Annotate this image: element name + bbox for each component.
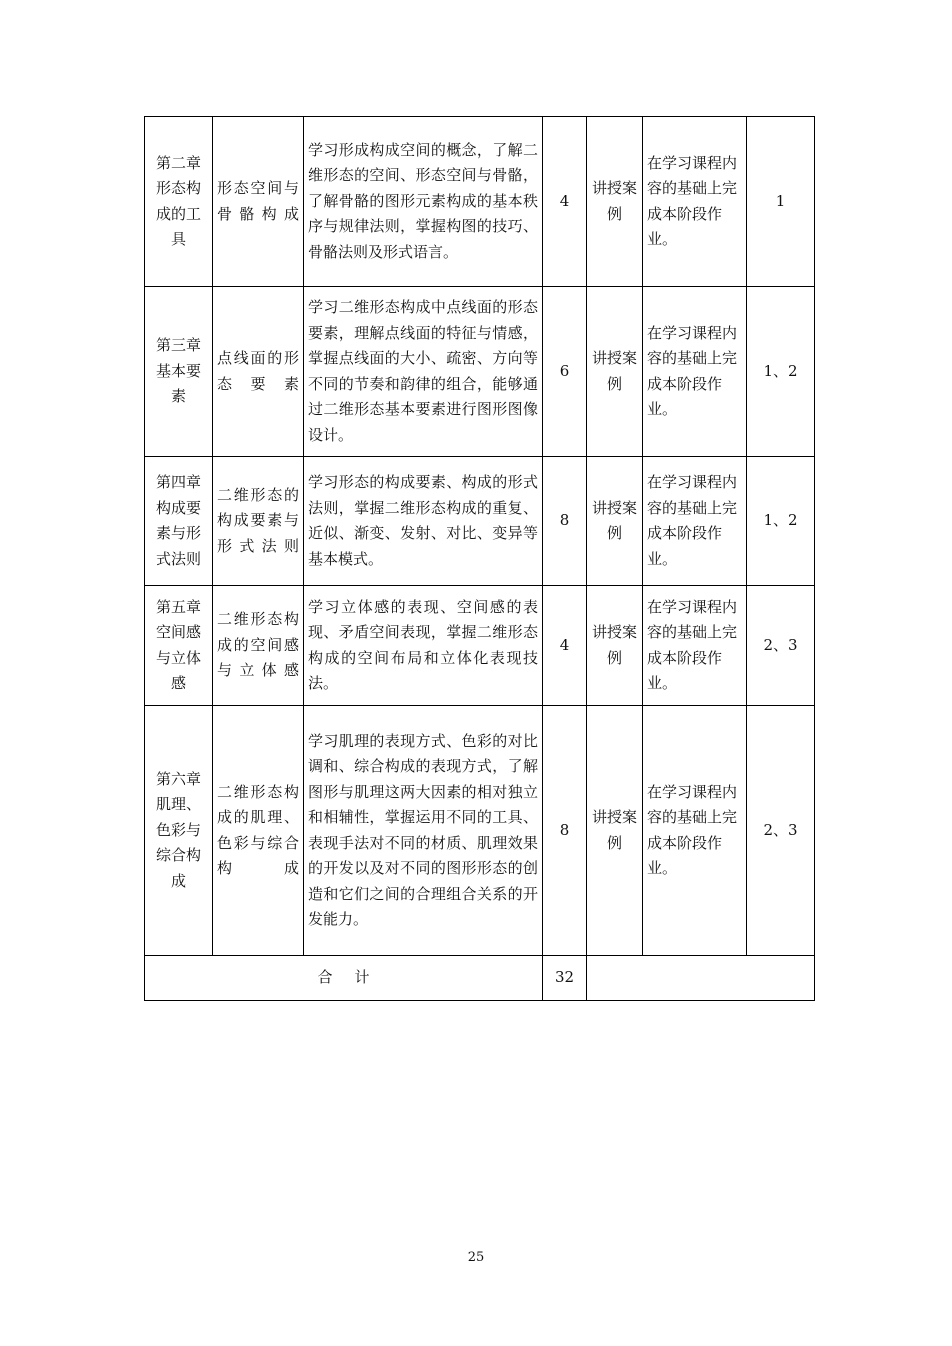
topic-text: 二维形态构成的肌理、色彩与综合构成: [217, 782, 299, 877]
task-cell: 在学习课程内容的基础上完成本阶段作业。: [643, 287, 747, 457]
topic-cell: [213, 706, 304, 956]
chapter-cell: 第五章空间感与立体感: [145, 586, 213, 706]
total-label-cell: [145, 956, 543, 1001]
topic-cell: [213, 117, 304, 287]
table-row: [145, 586, 815, 706]
task-cell: 在学习课程内容的基础上完成本阶段作业。: [643, 706, 747, 956]
total-label-right: 计: [354, 968, 370, 987]
goal-cell: 2、3: [747, 706, 815, 956]
table-row: [145, 287, 815, 457]
chapter-cell: 第二章形态构成的工具: [145, 117, 213, 287]
content-cell: 学习二维形态构成中点线面的形态要素，理解点线面的特征与情感，掌握点线面的大小、疏密、方向等不同的节奏和韵律的组合，能够通过二维形态基本要素进行图形图像设计。: [304, 287, 543, 457]
content-cell: 学习立体感的表现、空间感的表现、矛盾空间表现，掌握二维形态构成的空间布局和立体化表现技法。: [304, 586, 543, 706]
hours-cell: 4: [543, 586, 587, 706]
goal-cell: 2、3: [747, 586, 815, 706]
method-cell: 讲授案例: [587, 287, 643, 457]
topic-cell: [213, 586, 304, 706]
table-row: [145, 457, 815, 586]
topic-cell: [213, 457, 304, 586]
table-row: [145, 706, 815, 956]
content-cell: 学习肌理的表现方式、色彩的对比调和、综合构成的表现方式，了解图形与肌理这两大因素的相对独立和相辅性，掌握运用不同的工具、表现手法对不同的材质、肌理效果的开发以及对不同的图形形态的创造和它们之间的合理组合关系的开发能力。: [304, 706, 543, 956]
topic-cell: [213, 287, 304, 457]
goal-cell: 1、2: [747, 457, 815, 586]
topic-text: 形态空间与骨骼构成: [217, 179, 299, 223]
hours-cell: 6: [543, 287, 587, 457]
table-row: [145, 117, 815, 287]
total-hours-cell: 32: [543, 956, 587, 1001]
chapter-cell: 第三章基本要素: [145, 287, 213, 457]
content-cell: 学习形成构成空间的概念，了解二维形态的空间、形态空间与骨骼，了解骨骼的图形元素构成的基本秩序与规律法则，掌握构图的技巧、骨骼法则及形式语言。: [304, 117, 543, 287]
goal-cell: 1、2: [747, 287, 815, 457]
hours-cell: 8: [543, 457, 587, 586]
chapter-cell: 第四章构成要素与形式法则: [145, 457, 213, 586]
goal-cell: 1: [747, 117, 815, 287]
total-row: [145, 956, 815, 1001]
task-cell: 在学习课程内容的基础上完成本阶段作业。: [643, 117, 747, 287]
topic-text: 二维形态的构成要素与形式法则: [217, 485, 299, 555]
task-cell: 在学习课程内容的基础上完成本阶段作业。: [643, 457, 747, 586]
topic-text: 点线面的形态要素: [217, 349, 299, 393]
syllabus-table: [144, 116, 815, 1001]
method-cell: 讲授案例: [587, 117, 643, 287]
method-cell: 讲授案例: [587, 586, 643, 706]
task-cell: 在学习课程内容的基础上完成本阶段作业。: [643, 586, 747, 706]
hours-cell: 8: [543, 706, 587, 956]
hours-cell: 4: [543, 117, 587, 287]
method-cell: 讲授案例: [587, 457, 643, 586]
chapter-cell: 第六章肌理、色彩与综合构成: [145, 706, 213, 956]
topic-text: 二维形态构成的空间感与立体感: [217, 610, 299, 680]
page-number: 25: [467, 1250, 485, 1265]
total-empty-cell: [587, 956, 815, 1001]
total-label-left: 合: [317, 968, 333, 987]
method-cell: 讲授案例: [587, 706, 643, 956]
content-cell: 学习形态的构成要素、构成的形式法则，掌握二维形态构成的重复、近似、渐变、发射、对比、变异等基本模式。: [304, 457, 543, 586]
